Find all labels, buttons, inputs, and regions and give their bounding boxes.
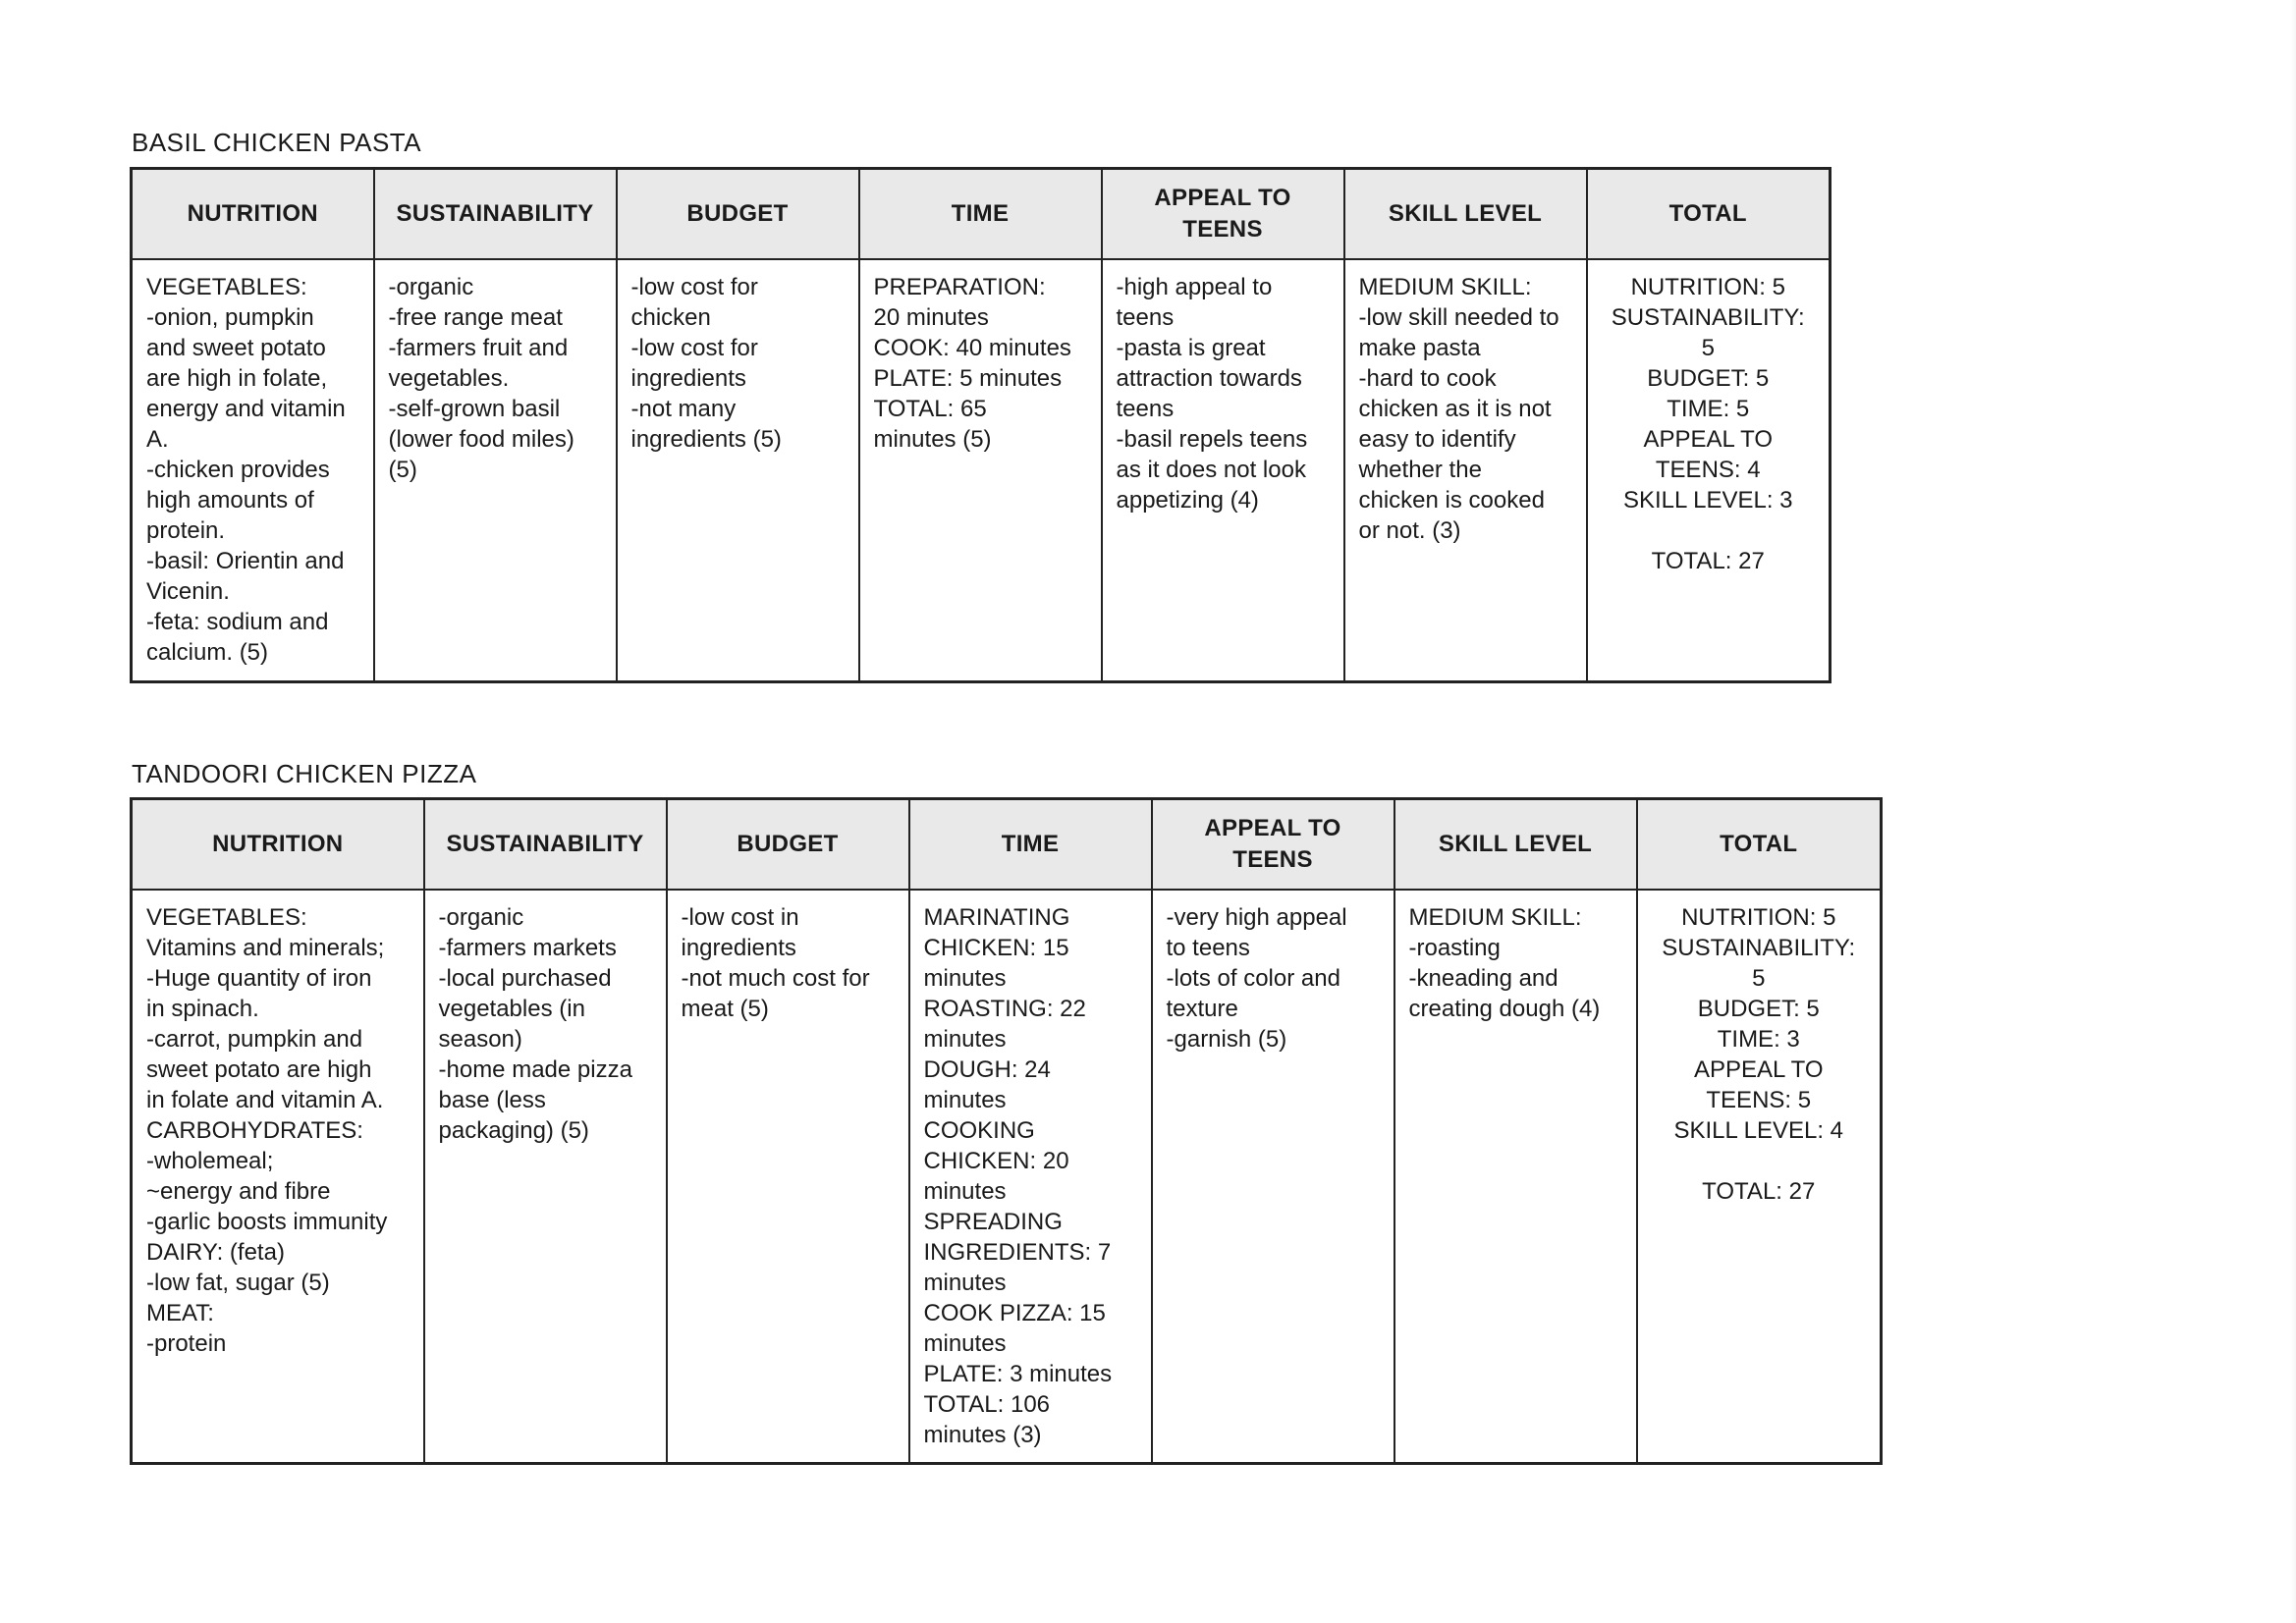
header-budget: BUDGET xyxy=(667,799,909,890)
cell-budget: -low cost for chicken -low cost for ingredients -not many ingredients (5) xyxy=(617,259,859,682)
header-appeal-to-teens: APPEAL TO TEENS xyxy=(1152,799,1394,890)
cell-skill-level: MEDIUM SKILL: -low skill needed to make pasta -hard to cook chicken as it is not easy to identify whether the chicken is cooked or not. (3) xyxy=(1344,259,1587,682)
cell-budget: -low cost in ingredients -not much cost for meat (5) xyxy=(667,890,909,1464)
header-time: TIME xyxy=(909,799,1152,890)
cell-appeal-to-teens: -very high appeal to teens -lots of color and texture -garnish (5) xyxy=(1152,890,1394,1464)
header-time: TIME xyxy=(859,169,1102,259)
cell-skill-level: MEDIUM SKILL: -roasting -kneading and creating dough (4) xyxy=(1394,890,1637,1464)
table-title-tandoori-chicken-pizza: TANDOORI CHICKEN PIZZA xyxy=(132,759,477,788)
rubric-table-tandoori-chicken-pizza xyxy=(130,797,1883,1465)
rubric-table-basil-chicken-pasta xyxy=(130,167,1831,683)
cell-sustainability: -organic -free range meat -farmers fruit and vegetables. -self-grown basil (lower food miles) (5) xyxy=(374,259,617,682)
header-row xyxy=(132,169,1831,259)
header-total: TOTAL xyxy=(1637,799,1882,890)
table-title-basil-chicken-pasta: BASIL CHICKEN PASTA xyxy=(132,128,422,157)
table-row xyxy=(132,259,1831,682)
header-total: TOTAL xyxy=(1587,169,1831,259)
header-sustainability: SUSTAINABILITY xyxy=(374,169,617,259)
header-budget: BUDGET xyxy=(617,169,859,259)
cell-nutrition: VEGETABLES: -onion, pumpkin and sweet potato are high in folate, energy and vitamin A. -chicken provides high amounts of protein. -basil: Orientin and Vicenin. -feta: sodium and calcium. (5) xyxy=(132,259,374,682)
cell-total: NUTRITION: 5 SUSTAINABILITY: 5 BUDGET: 5 TIME: 5 APPEAL TO TEENS: 4 SKILL LEVEL: 3 TOTAL: 27 xyxy=(1587,259,1831,682)
header-skill-level: SKILL LEVEL xyxy=(1394,799,1637,890)
header-sustainability: SUSTAINABILITY xyxy=(424,799,667,890)
cell-total: NUTRITION: 5 SUSTAINABILITY: 5 BUDGET: 5 TIME: 3 APPEAL TO TEENS: 5 SKILL LEVEL: 4 TOTAL: 27 xyxy=(1637,890,1882,1464)
header-skill-level: SKILL LEVEL xyxy=(1344,169,1587,259)
cell-time: MARINATING CHICKEN: 15 minutes ROASTING: 22 minutes DOUGH: 24 minutes COOKING CHICKEN: 20 minutes SPREADING INGREDIENTS: 7 minutes COOK PIZZA: 15 minutes PLATE: 3 minutes TOTAL: 106 minutes (3) xyxy=(909,890,1152,1464)
header-row xyxy=(132,799,1882,890)
scan-edge-shading xyxy=(2290,0,2296,1623)
header-nutrition: NUTRITION xyxy=(132,799,424,890)
header-nutrition: NUTRITION xyxy=(132,169,374,259)
cell-time: PREPARATION: 20 minutes COOK: 40 minutes PLATE: 5 minutes TOTAL: 65 minutes (5) xyxy=(859,259,1102,682)
header-appeal-to-teens: APPEAL TO TEENS xyxy=(1102,169,1344,259)
table-row xyxy=(132,890,1882,1464)
cell-appeal-to-teens: -high appeal to teens -pasta is great attraction towards teens -basil repels teens as it does not look appetizing (4) xyxy=(1102,259,1344,682)
cell-nutrition: VEGETABLES: Vitamins and minerals; -Huge quantity of iron in spinach. -carrot, pumpkin and sweet potato are high in folate and vitamin A. CARBOHYDRATES: -wholemeal; ~energy and fibre -garlic boosts immunity DAIRY: (feta) -low fat, sugar (5) MEAT: -protein xyxy=(132,890,424,1464)
cell-sustainability: -organic -farmers markets -local purchased vegetables (in season) -home made pizza base (less packaging) (5) xyxy=(424,890,667,1464)
